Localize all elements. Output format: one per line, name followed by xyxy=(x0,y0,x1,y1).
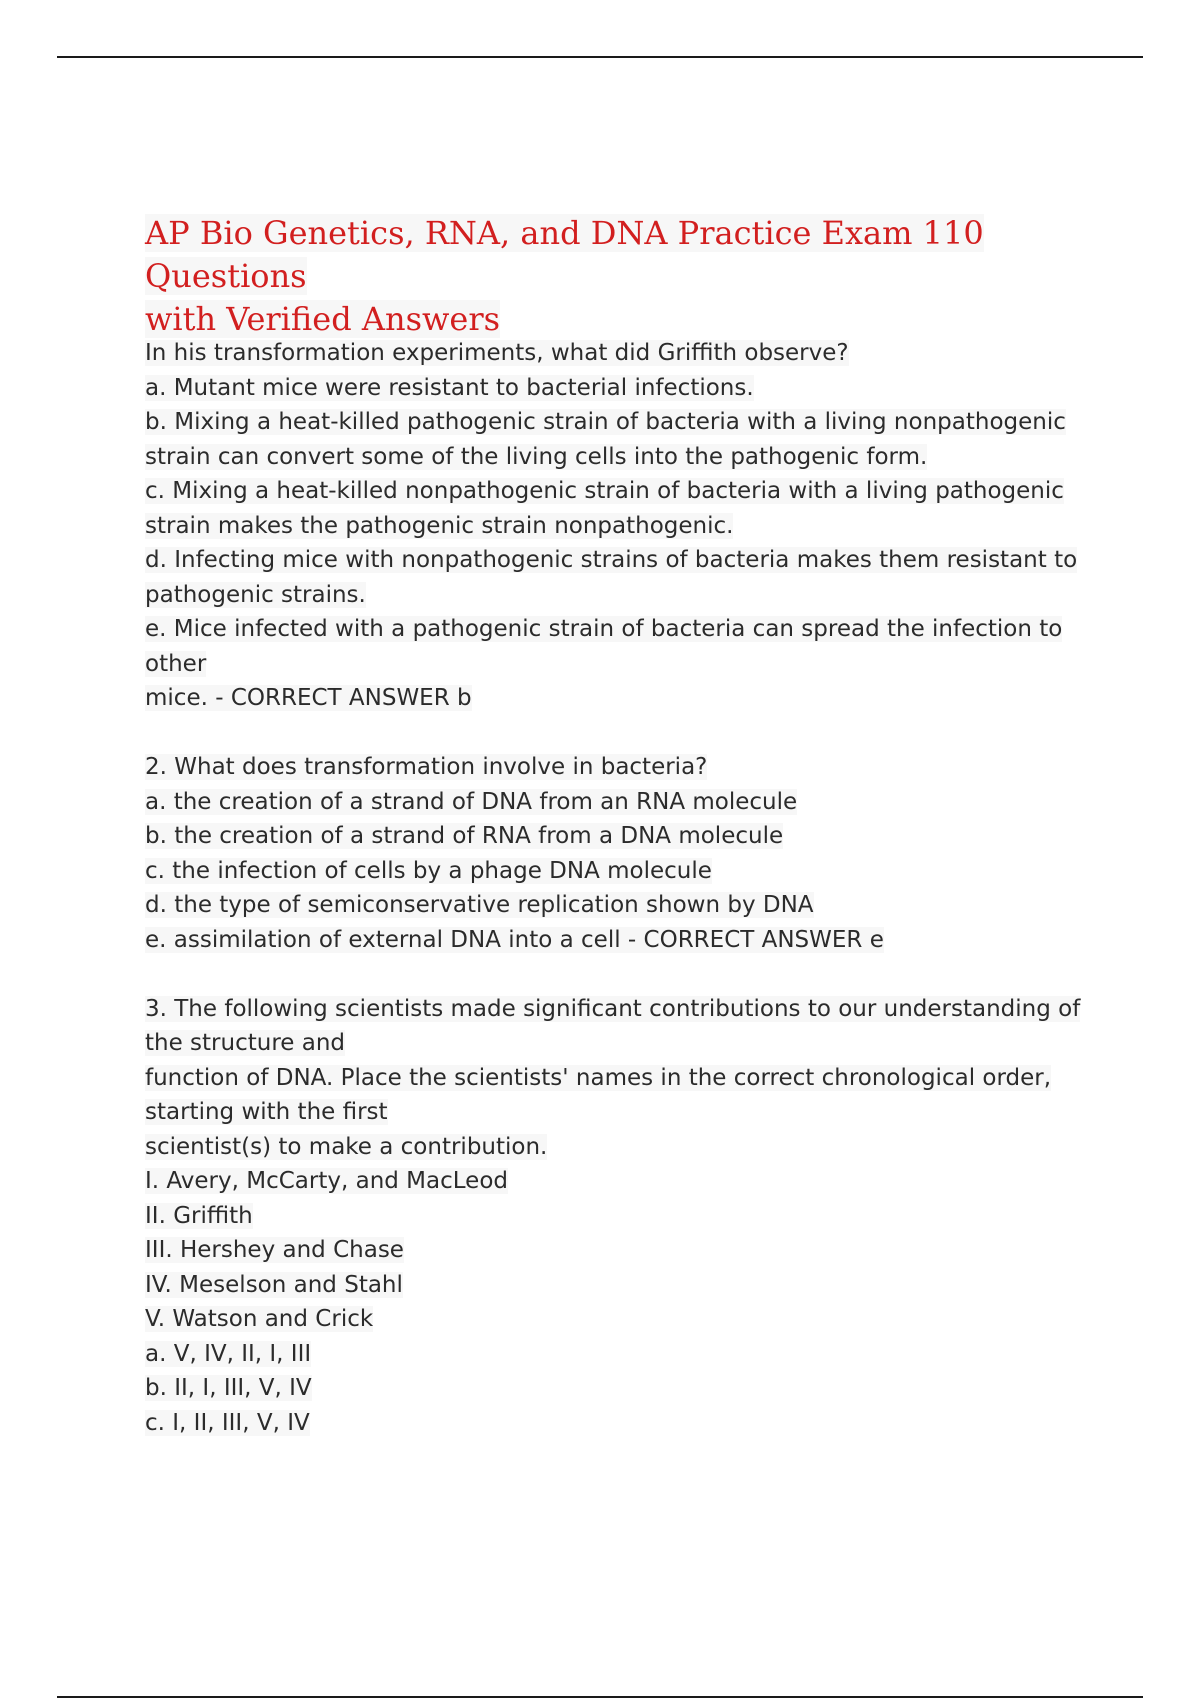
scientist-item: I. Avery, McCarty, and MacLeod xyxy=(145,1168,508,1194)
answer-option: b. the creation of a strand of RNA from a DNA molecule xyxy=(145,823,784,849)
answer-option-continued: strain can convert some of the living cells into the pathogenic form. xyxy=(145,443,928,470)
answer-option: a. Mutant mice were resistant to bacterial infections. xyxy=(145,374,754,401)
answer-option: b. II, I, III, V, IV xyxy=(145,1375,312,1401)
scientist-item: V. Watson and Crick xyxy=(145,1306,374,1332)
question-1 xyxy=(145,336,1105,716)
question-text-line: the structure and xyxy=(145,1030,346,1056)
answer-option: b. Mixing a heat-killed pathogenic strain of bacteria with a living nonpathogenic xyxy=(145,409,1066,435)
scientist-item: III. Hershey and Chase xyxy=(145,1237,404,1263)
answer-option: c. the infection of cells by a phage DNA molecule xyxy=(145,857,712,884)
answer-option: d. the type of semiconservative replication shown by DNA xyxy=(145,892,814,918)
correct-answer-line: mice. - CORRECT ANSWER b xyxy=(145,685,472,711)
question-3 xyxy=(145,992,1105,1441)
correct-answer-line: e. assimilation of external DNA into a cell - CORRECT ANSWER e xyxy=(145,926,884,953)
document-body xyxy=(145,336,1105,1440)
title-line-1: AP Bio Genetics, RNA, and DNA Practice Exam 110 Questions xyxy=(145,214,984,295)
question-text-line: 2. What does transformation involve in bacteria? xyxy=(145,754,708,780)
question-text-line: scientist(s) to make a contribution. xyxy=(145,1133,548,1160)
bottom-rule xyxy=(57,1696,1143,1698)
document-title xyxy=(145,212,1105,341)
answer-option: e. Mice infected with a pathogenic strain of bacteria can spread the infection to xyxy=(145,616,1063,642)
answer-option: c. I, II, III, V, IV xyxy=(145,1409,310,1436)
answer-option: a. V, IV, II, I, III xyxy=(145,1340,312,1367)
top-rule xyxy=(57,56,1143,58)
question-text-line: 3. The following scientists made significant contributions to our understanding of xyxy=(145,995,1081,1022)
answer-option-continued: strain makes the pathogenic strain nonpathogenic. xyxy=(145,512,734,539)
question-text-line: function of DNA. Place the scientists' names in the correct chronological order, xyxy=(145,1064,1052,1091)
question-text-line: In his transformation experiments, what did Griffith observe? xyxy=(145,340,849,366)
title-line-2: with Verified Answers xyxy=(145,300,501,338)
answer-option-continued: pathogenic strains. xyxy=(145,581,366,608)
question-text-line: starting with the first xyxy=(145,1099,388,1125)
answer-option: a. the creation of a strand of DNA from an RNA molecule xyxy=(145,788,798,815)
scientist-item: IV. Meselson and Stahl xyxy=(145,1271,403,1298)
question-2 xyxy=(145,750,1105,957)
answer-option: c. Mixing a heat-killed nonpathogenic strain of bacteria with a living pathogenic xyxy=(145,478,1064,504)
answer-option: d. Infecting mice with nonpathogenic strains of bacteria makes them resistant to xyxy=(145,547,1078,573)
answer-option-continued: other xyxy=(145,650,207,677)
scientist-item: II. Griffith xyxy=(145,1202,253,1229)
